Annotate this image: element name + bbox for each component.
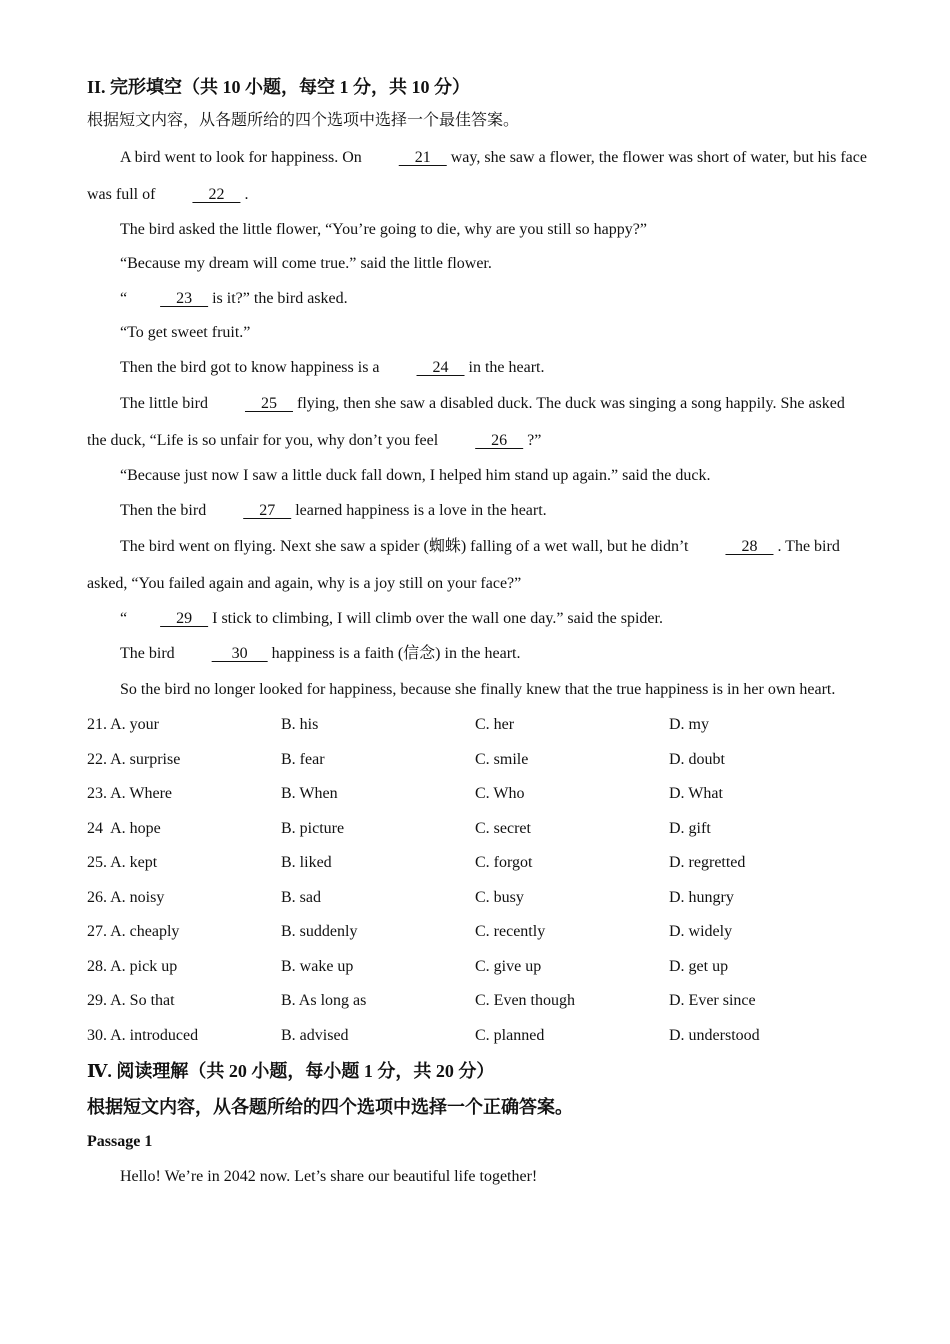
option-25-c[interactable]: C. forgot [475, 854, 533, 871]
option-21-b[interactable]: B. his [281, 716, 319, 733]
option-22-b[interactable]: B. fear [281, 750, 325, 768]
section-2-instruction: 根据短文内容，从各题所给的四个选项中选择一个最佳答案。 [87, 112, 520, 129]
option-23-b[interactable]: B. When [281, 785, 338, 802]
passage-1-label: Passage 1 [87, 1133, 153, 1150]
option-23-d[interactable]: D. What [669, 785, 723, 802]
option-23-c[interactable]: C. Who [475, 785, 525, 802]
option-27-c[interactable]: C. recently [475, 923, 546, 940]
passage-paragraph-9: Then the bird 27 learned happiness is a love in the heart. [87, 494, 867, 529]
options-grid [87, 708, 867, 1053]
passage-paragraph-12: The bird 30 happiness is a faith (信念) in the heart. [87, 637, 867, 672]
exam-page [87, 70, 867, 1194]
option-28-c[interactable]: C. give up [475, 957, 542, 975]
option-30-a[interactable]: 30. A. introduced [87, 1026, 199, 1044]
option-25-d[interactable]: D. regretted [669, 854, 746, 871]
option-25-a[interactable]: 25. A. kept [87, 854, 158, 871]
option-28-b[interactable]: B. wake up [281, 957, 354, 975]
option-26-a[interactable]: 26. A. noisy [87, 888, 165, 906]
passage-paragraph-5: “To get sweet fruit.” [120, 324, 251, 341]
option-22-c[interactable]: C. smile [475, 750, 529, 768]
option-30-d[interactable]: D. understood [669, 1026, 760, 1044]
option-23-a[interactable]: 23. A. Where [87, 785, 173, 802]
passage-paragraph-4: “ 23 is it?” the bird asked. [87, 282, 867, 317]
option-27-a[interactable]: 27. A. cheaply [87, 923, 180, 940]
option-29-b[interactable]: B. As long as [281, 992, 367, 1009]
passage-paragraph-11: “ 29 I stick to climbing, I will climb over the wall one day.” said the spider. [87, 602, 867, 637]
option-22-d[interactable]: D. doubt [669, 750, 725, 768]
option-29-c[interactable]: C. Even though [475, 992, 575, 1009]
option-21-a[interactable]: 21. A. your [87, 716, 159, 733]
option-21-c[interactable]: C. her [475, 716, 515, 733]
blank-24[interactable]: 24 [416, 358, 465, 376]
passage-paragraph-1: A bird went to look for happiness. On 21 way, she saw a flower, the flower was short of water, but his face was full of 22 . [87, 139, 867, 213]
option-27-b[interactable]: B. suddenly [281, 923, 358, 940]
passage-paragraph-3: “Because my dream will come true.” said the little flower. [120, 255, 492, 272]
blank-29[interactable]: 29 [160, 610, 209, 627]
blank-28[interactable]: 28 [725, 538, 774, 555]
blank-27[interactable]: 27 [243, 501, 292, 519]
option-29-d[interactable]: D. Ever since [669, 992, 756, 1009]
option-24-c[interactable]: C. secret [475, 819, 531, 837]
passage-paragraph-13: So the bird no longer looked for happiness, because she finally knew that the true happiness is in her own heart. [120, 681, 836, 698]
blank-21[interactable]: 21 [398, 148, 447, 166]
option-26-b[interactable]: B. sad [281, 888, 321, 906]
option-24-b[interactable]: B. picture [281, 819, 345, 837]
section-4-instruction: 根据短文内容，从各题所给的四个选项中选择一个正确答案。 [87, 1097, 573, 1117]
passage-paragraph-10: The bird went on flying. Next she saw a spider (蜘蛛) falling of a wet wall, but he didn’t 28 . The bird asked, “You failed again and again, why is a joy still on your face?” [87, 528, 867, 602]
blank-25[interactable]: 25 [244, 395, 293, 412]
option-21-d[interactable]: D. my [669, 716, 709, 733]
option-30-c[interactable]: C. planned [475, 1026, 545, 1044]
option-30-b[interactable]: B. advised [281, 1026, 349, 1044]
option-25-b[interactable]: B. liked [281, 854, 332, 871]
passage-paragraph-2: The bird asked the little flower, “You’re going to die, why are you still so happy?” [120, 220, 647, 238]
blank-26[interactable]: 26 [475, 432, 524, 449]
option-24-d[interactable]: D. gift [669, 819, 711, 837]
passage-1-first-line: Hello! We’re in 2042 now. Let’s share our beautiful life together! [120, 1167, 538, 1185]
passage-paragraph-7: The little bird 25 flying, then she saw a disabled duck. The duck was singing a song happily. She asked the duck, “Life is so unfair for you, why don’t you feel 26 ?” [87, 385, 867, 459]
blank-30[interactable]: 30 [211, 644, 268, 662]
passage-paragraph-8: “Because just now I saw a little duck fall down, I helped him stand up again.” said the duck. [120, 467, 711, 484]
section-4-title: Ⅳ. 阅读理解（共 20 小题，每小题 1 分，共 20 分） [87, 1061, 495, 1081]
blank-22[interactable]: 22 [192, 185, 241, 203]
option-26-d[interactable]: D. hungry [669, 888, 734, 906]
option-28-a[interactable]: 28. A. pick up [87, 957, 178, 975]
option-27-d[interactable]: D. widely [669, 923, 733, 940]
option-28-d[interactable]: D. get up [669, 957, 729, 975]
option-24-a[interactable]: 24 A. hope [87, 819, 161, 837]
option-22-a[interactable]: 22. A. surprise [87, 750, 181, 768]
section-2-title: II. 完形填空（共 10 小题，每空 1 分，共 10 分） [87, 77, 471, 97]
option-26-c[interactable]: C. busy [475, 888, 524, 906]
option-29-a[interactable]: 29. A. So that [87, 992, 175, 1009]
blank-23[interactable]: 23 [160, 289, 209, 307]
passage-paragraph-6: Then the bird got to know happiness is a 24 in the heart. [87, 351, 867, 386]
